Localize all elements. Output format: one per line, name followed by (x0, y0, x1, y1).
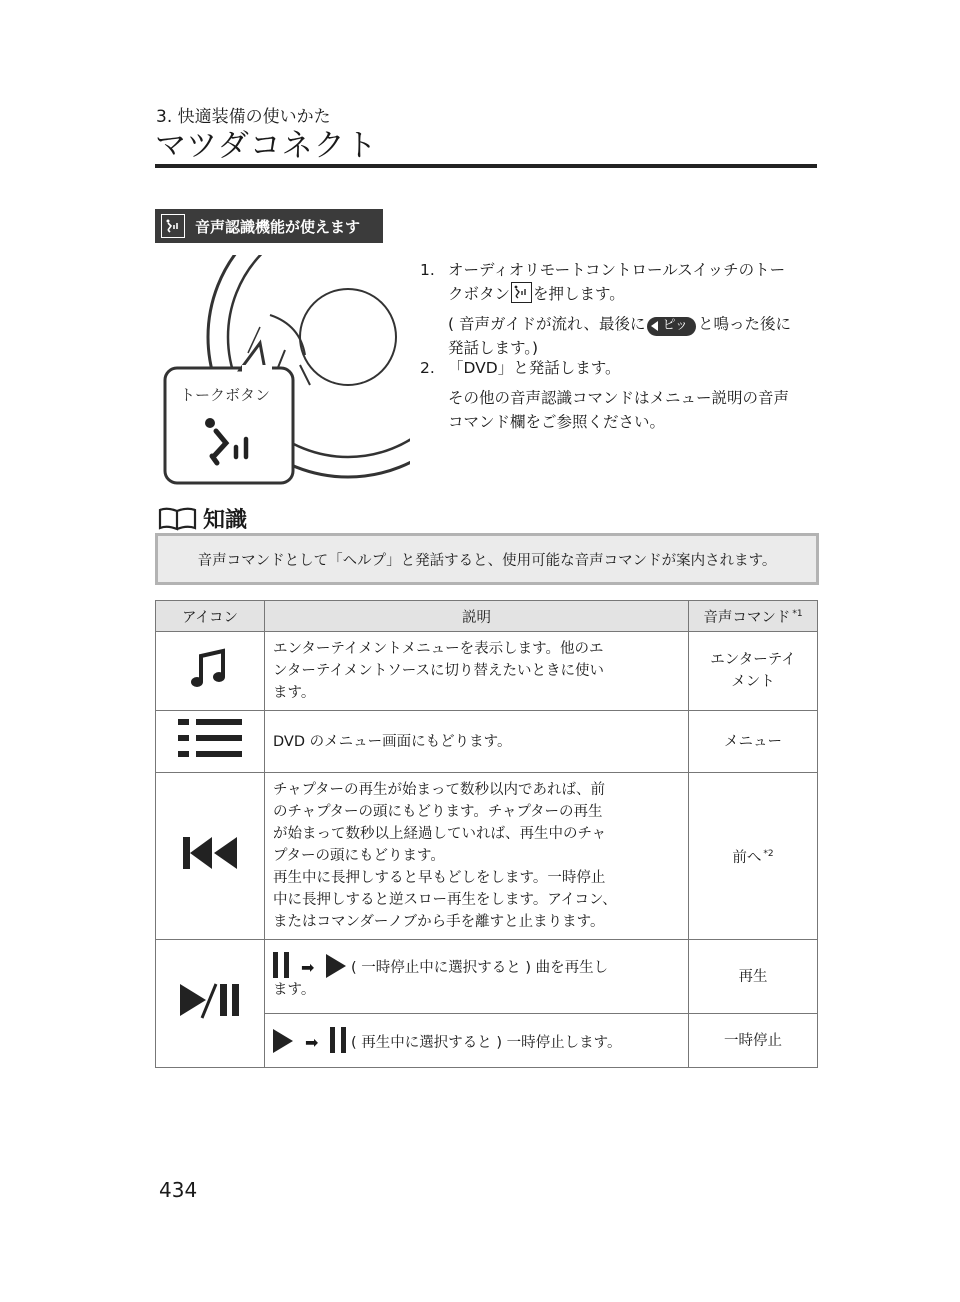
beep-sound-badge (647, 317, 695, 336)
column-header-icon: アイコン (156, 601, 265, 632)
table-header-row (156, 601, 818, 632)
knowledge-text: 音声コマンドとして「ヘルプ」と発話すると、使用可能な音声コマンドが案内されます。 (197, 552, 777, 569)
description-text: ンターテイメントソースに切り替えたいときに使い (273, 663, 605, 679)
menu-list-icon (176, 716, 244, 760)
step-note: コマンド欄をご参照ください。 (448, 413, 666, 431)
step-text: を押します。 (533, 285, 625, 303)
description-text: エンターテイメントメニューを表示します。他のエ (273, 641, 604, 657)
voice-command-cell (689, 632, 818, 711)
voice-command-table (155, 600, 818, 1068)
description-text: チャプターの再生が始まって数秒以内であれば、前 (273, 782, 606, 798)
description-text: またはコマンダーノブから手を離すと止まります。 (273, 914, 605, 930)
description-text: ます。 (273, 685, 316, 701)
column-header-description: 説明 (265, 601, 689, 632)
beep-label: ピッ (662, 318, 688, 333)
step-number: 2. (420, 359, 435, 377)
icon-cell (156, 711, 265, 773)
play-icon (273, 1029, 293, 1053)
voice-badge-label: 音声認識機能が使えます (195, 217, 361, 236)
step-note: その他の音声認識コマンドはメニュー説明の音声 (448, 389, 790, 407)
step-number: 1. (420, 261, 435, 279)
page-number: 434 (159, 1178, 198, 1202)
description-text: が始まって数秒以上経過していれば、再生中のチャ (273, 826, 607, 842)
description-text: 中に長押しすると逆スロー再生をします。アイコン、 (273, 892, 617, 908)
description-text: プターの頭にもどります。 (273, 848, 445, 864)
description-text: 再生中に長押しすると早もどしをします。一時停止 (273, 870, 606, 886)
description-cell (265, 632, 689, 711)
description-cell (265, 1014, 689, 1068)
previous-track-icon (181, 835, 239, 871)
voice-command-header-text: 音声コマンド (703, 609, 791, 626)
step-2 (420, 356, 820, 434)
speaker-icon (651, 321, 658, 331)
title-rule (155, 164, 817, 168)
talk-button-callout-label: トークボタン (180, 386, 271, 404)
play-pause-icon (178, 980, 242, 1020)
table-row (156, 773, 818, 940)
page-title: マツダコネクト (155, 128, 378, 164)
play-icon (326, 954, 346, 978)
talk-button-icon (511, 282, 532, 303)
description-text: のチャプターの頭にもどります。チャプターの再生 (273, 804, 603, 820)
step-note: 発話します。) (448, 339, 539, 357)
icon-cell (156, 632, 265, 711)
book-icon (157, 506, 199, 532)
voice-command-cell (689, 711, 818, 773)
icon-cell (156, 940, 265, 1068)
voice-recognition-badge (155, 209, 383, 243)
voice-command-cell (689, 1014, 818, 1068)
wheel-hub (300, 289, 396, 385)
music-note-icon (188, 646, 232, 690)
voice-command-text: 前へ (732, 849, 762, 866)
knowledge-heading-text: 知識 (203, 508, 248, 533)
voice-command-cell (689, 773, 818, 940)
talk-button-icon (161, 214, 185, 238)
step-note: ( 音声ガイドが流れ、最後に (448, 315, 646, 333)
icon-cell (156, 773, 265, 940)
step-text: オーディオリモートコントロールスイッチのトー (448, 261, 786, 279)
right-arrow-icon: ➡ (301, 958, 315, 977)
description-text: ( 一時停止中に選択すると ) 曲を再生し (351, 960, 609, 976)
right-arrow-icon: ➡ (305, 1033, 319, 1052)
step-note: と鳴った後に (697, 315, 791, 333)
voice-command-text: 一時停止 (724, 1032, 782, 1049)
voice-command-text: エンターテイ (710, 652, 796, 668)
description-cell (265, 711, 689, 773)
pause-icon (273, 952, 289, 978)
voice-command-text: 再生 (738, 968, 768, 985)
description-cell (265, 940, 689, 1014)
description-text: ます。 (273, 982, 316, 998)
section-label: 3. 快適装備の使いかた (156, 107, 331, 127)
description-text: ( 再生中に選択すると ) 一時停止します。 (351, 1035, 622, 1051)
step-text: クボタン (448, 285, 511, 303)
pause-icon (330, 1027, 346, 1053)
description-cell (265, 773, 689, 940)
footnote-marker: *2 (763, 849, 774, 860)
knowledge-heading (157, 503, 247, 534)
footnote-marker: *1 (792, 608, 803, 619)
voice-command-text: メント (731, 674, 775, 690)
table-row (156, 711, 818, 773)
column-header-voice-command (689, 601, 818, 632)
knowledge-box (155, 533, 819, 585)
table-row (156, 940, 818, 1014)
voice-command-text: メニュー (724, 733, 782, 750)
table-row (156, 632, 818, 711)
voice-command-cell (689, 940, 818, 1014)
steering-wheel-illustration (160, 255, 410, 490)
description-text: DVD のメニュー画面にもどります。 (273, 733, 512, 750)
step-text: 「DVD」と発話します。 (448, 359, 621, 377)
step-1 (420, 258, 820, 360)
